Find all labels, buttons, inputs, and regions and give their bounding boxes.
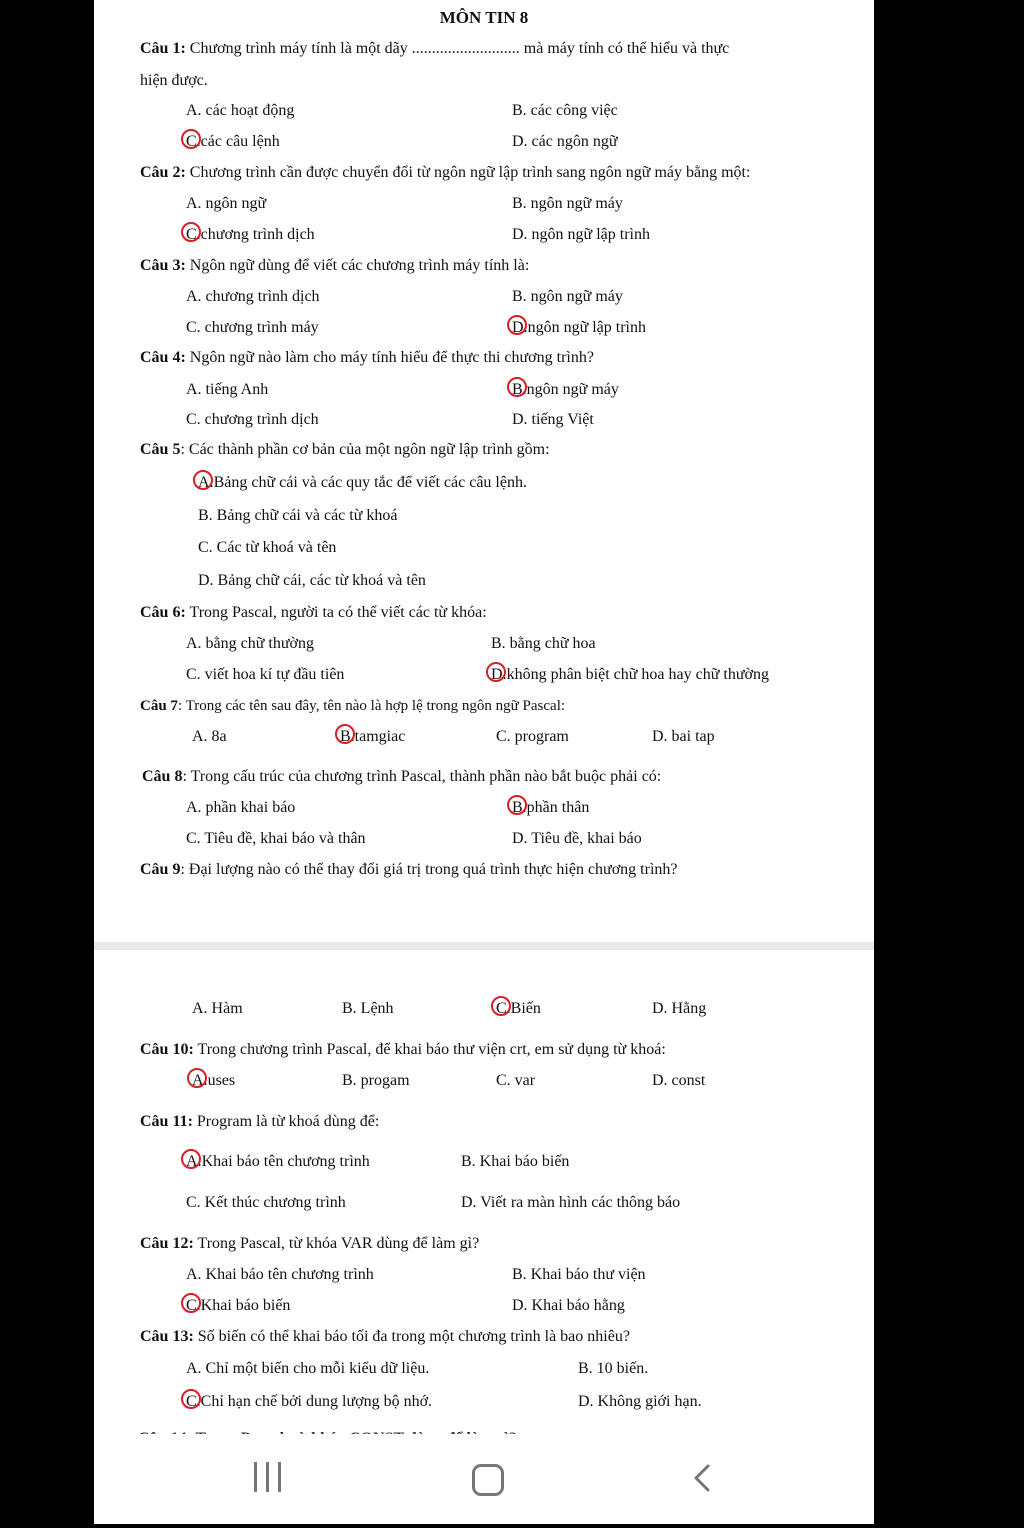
question-1-continued: hiện được. — [140, 72, 208, 89]
option-c-answer: C.Khai báo biến — [186, 1296, 290, 1316]
option-b: B. Khai báo biến — [461, 1153, 570, 1170]
option-a: A. phần khai báo — [186, 799, 296, 816]
option-a-answer: A.Khai báo tên chương trình — [186, 1152, 370, 1172]
option-c: C. chương trình máy — [186, 319, 319, 336]
option-a: A. ngôn ngữ — [186, 195, 267, 212]
option-c: C. chương trình dịch — [186, 411, 319, 428]
home-icon[interactable] — [472, 1464, 504, 1496]
option-d: D. Không giới hạn. — [578, 1393, 702, 1410]
option-b-answer: B.tamgiac — [340, 727, 405, 747]
page-title: MÔN TIN 8 — [439, 8, 529, 27]
question-5: Câu 5: Các thành phần cơ bản của một ngôn ngữ lập trình gồm: — [140, 441, 550, 458]
answer-mark: A. — [198, 473, 214, 493]
option-a: A. tiếng Anh — [186, 381, 269, 398]
answer-circle — [181, 1293, 201, 1313]
option-c: C. program — [496, 728, 569, 745]
option-d: D. tiếng Việt — [512, 411, 594, 428]
option-b: B. 10 biến. — [578, 1360, 649, 1377]
option-a: A. chương trình dịch — [186, 288, 320, 305]
option-b: B. các công việc — [512, 102, 618, 119]
option-b: B. Lệnh — [342, 1000, 394, 1017]
question-11: Câu 11: Program là từ khoá dùng để: — [140, 1113, 380, 1130]
question-13: Câu 13: Số biến có thể khai báo tối đa trong một chương trình là bao nhiêu? — [140, 1328, 630, 1345]
option-a: A. Chỉ một biến cho mỗi kiểu dữ liệu. — [186, 1360, 430, 1377]
option-a-answer: A.Bảng chữ cái và các quy tắc để viết các câu lệnh. — [198, 473, 527, 493]
answer-circle — [486, 662, 506, 682]
option-b: B. Khai báo thư viện — [512, 1266, 646, 1283]
option-d: D. Tiêu đề, khai báo — [512, 830, 642, 847]
option-a-answer: A.uses — [192, 1071, 235, 1091]
recent-apps-icon[interactable] — [254, 1462, 282, 1494]
question-10: Câu 10: Trong chương trình Pascal, để khai báo thư viện crt, em sử dụng từ khoá: — [140, 1041, 666, 1058]
question-1: Câu 1: Chương trình máy tính là một dãy ........................... mà máy tính có thể hiểu và thực — [140, 40, 730, 57]
answer-circle — [507, 377, 527, 397]
answer-mark: C. — [186, 132, 201, 152]
option-d: D. Hằng — [652, 1000, 707, 1017]
option-b: B. ngôn ngữ máy — [512, 195, 623, 212]
option-d: D. Viết ra màn hình các thông báo — [461, 1194, 681, 1211]
option-b-answer: B.phần thân — [512, 798, 589, 818]
answer-circle — [181, 1149, 201, 1169]
option-a: A. Hàm — [192, 1000, 243, 1017]
answer-mark: B. — [340, 727, 355, 747]
answer-circle — [491, 996, 511, 1016]
answer-mark: C. — [496, 999, 511, 1019]
option-d: D. các ngôn ngữ — [512, 133, 618, 150]
option-a: A. các hoạt động — [186, 102, 295, 119]
question-6: Câu 6: Trong Pascal, người ta có thể viết các từ khóa: — [140, 604, 487, 621]
back-icon[interactable] — [692, 1464, 712, 1492]
answer-mark: A. — [186, 1152, 202, 1172]
answer-mark: B. — [512, 798, 527, 818]
answer-circle — [181, 222, 201, 242]
option-a: A. Khai báo tên chương trình — [186, 1266, 374, 1283]
option-b: B. progam — [342, 1072, 410, 1089]
question-8: Câu 8: Trong cấu trúc của chương trình Pascal, thành phần nào bắt buộc phải có: — [142, 768, 662, 785]
option-a: A. 8a — [192, 728, 227, 745]
option-b: B. bằng chữ hoa — [491, 635, 596, 652]
option-d: D. Bảng chữ cái, các từ khoá và tên — [198, 572, 426, 589]
question-3: Câu 3: Ngôn ngữ dùng để viết các chương trình máy tính là: — [140, 257, 530, 274]
option-d: D. ngôn ngữ lập trình — [512, 226, 650, 243]
option-c: C. Các từ khoá và tên — [198, 539, 337, 556]
option-d-answer: D.ngôn ngữ lập trình — [512, 318, 646, 338]
question-2: Câu 2: Chương trình cần được chuyển đổi từ ngôn ngữ lập trình sang ngôn ngữ máy bằng một: — [140, 164, 751, 181]
option-d: D. bai tap — [652, 728, 715, 745]
answer-circle — [507, 315, 527, 335]
answer-mark: D. — [512, 318, 528, 338]
option-b: B. Bảng chữ cái và các từ khoá — [198, 507, 398, 524]
answer-circle — [181, 129, 201, 149]
option-c: C. var — [496, 1072, 536, 1089]
answer-circle — [193, 470, 213, 490]
document-page-2 — [94, 950, 874, 1434]
answer-mark: D. — [491, 665, 507, 685]
question-7: Câu 7: Trong các tên sau đây, tên nào là hợp lệ trong ngôn ngữ Pascal: — [140, 698, 566, 714]
answer-circle — [181, 1389, 201, 1409]
option-d: D. const — [652, 1072, 706, 1089]
answer-circle — [187, 1068, 207, 1088]
answer-mark: C. — [186, 1296, 201, 1316]
option-d: D. Khai báo hằng — [512, 1297, 625, 1314]
answer-circle — [507, 795, 527, 815]
question-4: Câu 4: Ngôn ngữ nào làm cho máy tính hiểu để thực thi chương trình? — [140, 349, 594, 366]
option-c: C. viết hoa kí tự đầu tiên — [186, 666, 345, 683]
answer-mark: C. — [186, 225, 201, 245]
option-d-answer: D.không phân biệt chữ hoa hay chữ thường — [491, 665, 769, 685]
document-page-1 — [94, 0, 874, 942]
option-b: B. ngôn ngữ máy — [512, 288, 623, 305]
answer-circle — [335, 724, 355, 744]
option-c-answer: C.Biến — [496, 999, 541, 1019]
option-a: A. bằng chữ thường — [186, 635, 315, 652]
option-c-answer: C.chương trình dịch — [186, 225, 315, 245]
page-separator — [94, 942, 874, 950]
option-c: C. Kết thúc chương trình — [186, 1194, 346, 1211]
answer-mark: C. — [186, 1392, 201, 1412]
question-12: Câu 12: Trong Pascal, từ khóa VAR dùng để làm gì? — [140, 1235, 480, 1252]
android-nav-bar — [94, 1434, 874, 1524]
option-c: C. Tiêu đề, khai báo và thân — [186, 830, 366, 847]
question-9: Câu 9: Đại lượng nào có thể thay đổi giá trị trong quá trình thực hiện chương trình? — [140, 861, 678, 878]
answer-mark: A. — [192, 1071, 208, 1091]
option-c-answer: C.Chỉ hạn chế bởi dung lượng bộ nhớ. — [186, 1392, 432, 1412]
option-c-answer: C.các câu lệnh — [186, 132, 280, 152]
option-b-answer: B.ngôn ngữ máy — [512, 380, 619, 400]
answer-mark: B. — [512, 380, 527, 400]
